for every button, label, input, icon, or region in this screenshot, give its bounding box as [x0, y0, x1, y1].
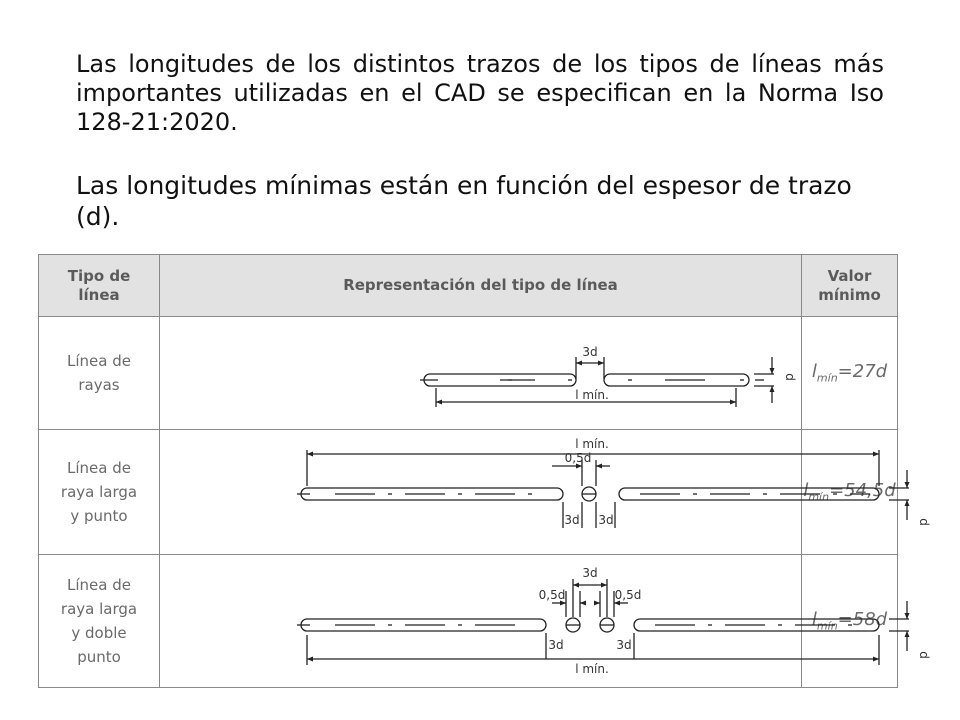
dim-dot-right-label: 0,5d: [614, 588, 642, 602]
dashed-line-diagram: [160, 317, 801, 429]
header-representacion: [160, 255, 802, 317]
table-row: [39, 555, 898, 688]
tipo-line: Línea de: [67, 352, 131, 370]
dim-dot-label: 0,5d: [564, 451, 592, 465]
dim-length-label: l mín.: [575, 388, 609, 402]
dim-gap-left-label: 3d: [548, 638, 564, 652]
dim-gap-right-label: 3d: [598, 513, 614, 527]
tipo-line: y punto: [70, 507, 128, 525]
dim-thickness-label: d: [783, 373, 797, 381]
valor-sub: mín: [816, 371, 838, 385]
min-length-paragraph: Las longitudes mínimas están en función del espesor de trazo (d).: [76, 171, 852, 231]
tipo-line: y doble: [71, 624, 127, 642]
valor-eq: =27d: [837, 361, 888, 383]
table-header-row: [39, 255, 898, 317]
dim-gap-mid-label: 3d: [582, 566, 598, 580]
tipo-cell: [39, 317, 160, 430]
dim-gap-right-label: 3d: [616, 638, 632, 652]
tipo-line: Línea de: [67, 576, 131, 594]
line-types-table: [38, 254, 931, 688]
valor-eq: =54,5d: [829, 480, 896, 502]
valor-sub: mín: [808, 490, 830, 504]
valor-base: l: [811, 609, 817, 631]
tipo-line: Línea de: [67, 459, 131, 477]
header-valor: [802, 255, 898, 317]
dim-thickness-label: d: [917, 651, 931, 659]
representation-cell: [160, 317, 802, 430]
tipo-line: rayas: [78, 376, 120, 394]
table-row: [39, 317, 898, 430]
dim-dot-left-label: 0,5d: [538, 588, 566, 602]
dim-gap-label: 3d: [582, 345, 598, 359]
header-valor-text: Valor mínimo: [818, 266, 881, 304]
header-tipo-text: Tipo de línea: [67, 266, 131, 304]
valor-sub: mín: [816, 619, 838, 633]
dim-thickness-label: d: [917, 518, 931, 526]
valor-cell: [802, 555, 898, 688]
valor-cell: [802, 430, 898, 555]
valor-base: l: [803, 480, 809, 502]
dim-length-label: l mín.: [575, 437, 609, 451]
tipo-line: raya larga: [60, 483, 138, 501]
valor-cell: [802, 317, 898, 430]
table-row: [39, 430, 898, 555]
tipo-cell: [39, 555, 160, 688]
header-representacion-text: Representación del tipo de línea: [343, 276, 618, 294]
dim-length-label: l mín.: [575, 662, 609, 676]
intro-paragraph: Las longitudes de los distintos trazos de los tipos de líneas más importantes utilizadas en el CAD se especifican en la Norma Iso 128-21:2020.: [76, 50, 884, 136]
tipo-line: punto: [77, 648, 121, 666]
valor-eq: =58d: [837, 609, 888, 631]
tipo-line: raya larga: [60, 600, 138, 618]
dim-gap-left-label: 3d: [564, 513, 580, 527]
header-tipo: [39, 255, 160, 317]
valor-base: l: [811, 361, 817, 383]
tipo-cell: [39, 430, 160, 555]
